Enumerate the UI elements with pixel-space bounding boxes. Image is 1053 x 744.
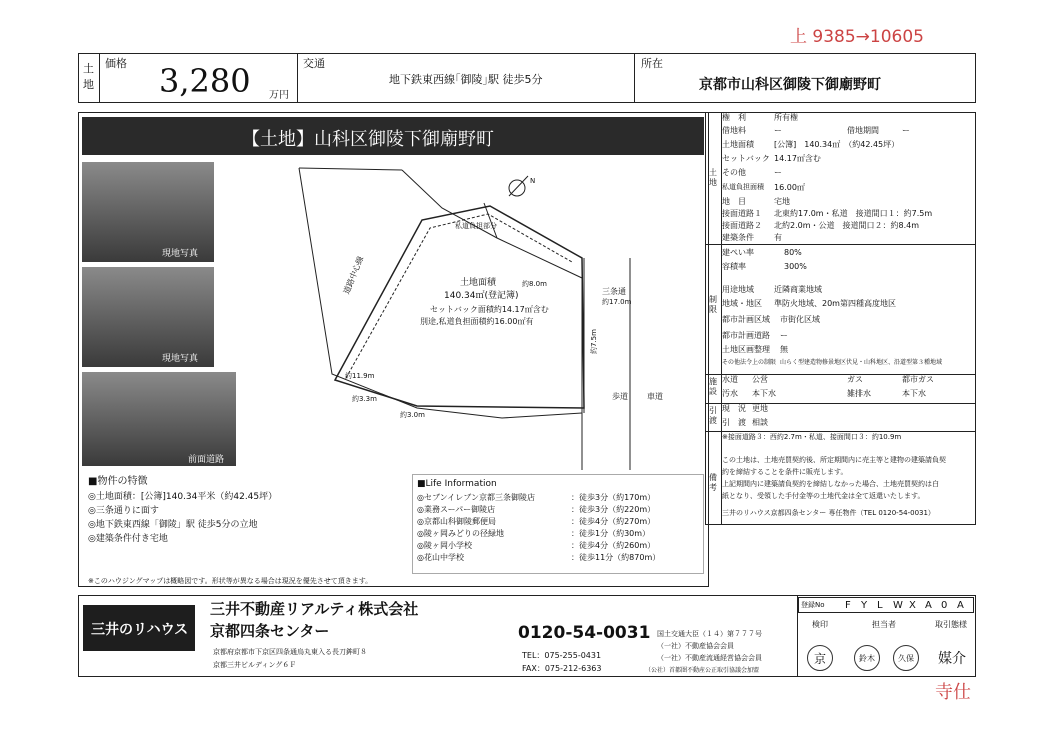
reg-char: F <box>845 600 851 611</box>
staff-label: 担当者 <box>872 620 896 629</box>
life-item-name: ◎業務スーパー御陵店 <box>417 505 496 514</box>
spec-row <box>722 331 788 343</box>
dim-right: 約7.5m <box>590 329 598 354</box>
staff-stamp-2: 久保 <box>893 645 919 671</box>
association-2: （一社）不動産流通経営協会会員 <box>657 654 762 662</box>
spec-key: 都市計画区域 <box>722 315 770 324</box>
facility-value: 公営 <box>752 375 768 384</box>
facility-value: 都市ガス <box>902 375 934 384</box>
banner-title: 【土地】山科区御陵下御廟野町 <box>242 129 494 150</box>
photo-site-2 <box>82 267 214 367</box>
spec-value: 近隣商業地域 <box>774 285 822 294</box>
header-box <box>78 53 976 103</box>
specs-side-facility: 施設 <box>709 377 717 396</box>
spec-row <box>722 168 782 180</box>
facility-value: 本下水 <box>752 389 776 398</box>
company-name: 三井不動産リアルティ株式会社 <box>210 600 419 618</box>
life-item-dist: ：徒歩4分（約260m） <box>571 541 656 550</box>
deal-type-value: 媒介 <box>938 651 966 667</box>
location-value: 京都市山科区御陵下御廟野町 <box>699 77 881 93</box>
dim-left-2: 約3.3m <box>352 395 377 403</box>
feature-item: ◎三条通りに面す <box>88 506 159 516</box>
spec-row <box>722 248 802 260</box>
address-line-2: 京都三井ビルディング６Ｆ <box>213 661 297 669</box>
life-item-dist: ：徒歩11分（約870m） <box>571 553 661 562</box>
spec-row <box>722 183 805 195</box>
private-road-label: 私道負担部分 <box>455 222 497 230</box>
association-3: （公社）首都圏不動産公正取引協議会加盟 <box>645 667 760 674</box>
address-line-1: 京都府京都市下京区四条通烏丸東入る長刀鉾町８ <box>213 648 367 656</box>
spec-value: 北約2.0m・公道 接道間口２：約8.4m <box>774 221 920 230</box>
spec-key: 土地面積 <box>722 140 754 149</box>
road-name: 三条通 <box>602 287 626 296</box>
remark-line: 三井のリハウス京都四条センター 専任物件（TEL 0120-54-0031） <box>722 509 935 517</box>
spec-key: 借地料 <box>722 126 746 135</box>
phone-number[interactable]: 0120-54-0031 <box>518 623 651 643</box>
reg-char: A <box>925 600 932 611</box>
map-disclaimer: ※このハウジングマップは概略図です。形状等が異なる場合は現況を優先させて頂きます。 <box>88 577 373 585</box>
photo-caption: 前面道路 <box>188 455 225 465</box>
handwritten-note: 上 9385→10605 <box>790 27 924 47</box>
specs-side-handover: 引渡 <box>709 406 717 425</box>
spec-key: 建ぺい率 <box>722 248 754 257</box>
handover-row <box>722 418 768 430</box>
spec-row <box>722 221 920 233</box>
spec-value: 山らく型建造物修景地区伏見・山科地区、沿道型第３種地域 <box>780 359 943 366</box>
association-1: （一社）不動産協会会員 <box>657 642 734 650</box>
spec-key: 土地区画整理 <box>722 345 770 354</box>
remark-line: この土地は、土地売買契約後、所定期間内に売主等と建物の建築請負契 <box>722 456 946 464</box>
handover-value: 更地 <box>752 404 768 413</box>
map-area-title: 土地面積 <box>460 278 497 288</box>
spec-row <box>722 233 782 245</box>
spec-key: セットバック <box>722 154 770 163</box>
handwritten-initials: 寺仕 <box>935 682 971 703</box>
road-width: 約17.0m <box>602 298 632 306</box>
spec-key: 私道負担面積 <box>722 183 764 191</box>
spec-value: 準防火地域、20m第四種高度地区 <box>774 299 896 308</box>
facility-key: 汚水 <box>722 389 738 398</box>
branch-name: 京都四条センター <box>210 622 330 640</box>
reg-char: 0 <box>941 600 948 611</box>
spec-key: 容積率 <box>722 262 746 271</box>
handover-key: 引 渡 <box>722 418 746 427</box>
map-setback-text: セットバック面積約14.17㎡含む <box>430 305 549 314</box>
photo-front-road <box>82 372 236 466</box>
life-info-section <box>412 474 704 574</box>
remark-line: ※接面道路３：西約2.7m・私道、接面間口３：約10.9m <box>722 433 902 441</box>
facility-value: 本下水 <box>902 389 926 398</box>
deal-type-label: 取引態様 <box>935 620 967 629</box>
spec-value: 所有権 <box>774 113 798 122</box>
tel-number: TEL：075-255-0431 <box>522 651 602 660</box>
spec-key: 地域・地区 <box>722 299 762 308</box>
location-label: 所在 <box>641 57 663 70</box>
spec-row <box>722 285 822 297</box>
photo-caption: 現地写真 <box>162 354 199 364</box>
spec-key: 接面道路１ <box>722 209 762 218</box>
spec-row <box>722 113 798 125</box>
check-label: 検印 <box>812 620 828 629</box>
transport-value: 地下鉄東西線｢御陵｣駅 徒歩5分 <box>389 73 543 86</box>
features-title: ■物件の特徴 <box>88 476 148 487</box>
life-item-dist: ：徒歩4分（約270m） <box>571 517 656 526</box>
dim-bottom: 約3.0m <box>400 411 425 419</box>
spec-value: [公簿] 140.34㎡ （約42.45坪） <box>774 140 900 149</box>
feature-item: ◎建築条件付き宅地 <box>88 534 168 544</box>
spec-value: 有 <box>774 233 782 242</box>
spec-value: 300% <box>784 262 807 271</box>
reg-char: X <box>909 600 916 611</box>
land-label: 土地 <box>83 62 94 91</box>
price-value: 3,280 <box>159 62 251 100</box>
brand-name: 三井のリハウス <box>91 622 189 638</box>
dim-left-1: 約11.9m <box>345 372 375 380</box>
spec-row <box>722 197 790 209</box>
spec-key: 都市計画道路 <box>722 331 770 340</box>
spec-value: 無 <box>780 345 788 354</box>
spec-key: 用途地域 <box>722 285 754 294</box>
life-item-name: ◎陵ヶ岡小学校 <box>417 541 472 550</box>
registration-label: 登録No <box>801 601 825 609</box>
spec-row <box>722 359 942 371</box>
spec-key: 権 利 <box>722 113 746 122</box>
life-item-name: ◎京都山科御陵郵便局 <box>417 517 496 526</box>
spec-key: 接面道路２ <box>722 221 762 230</box>
map-area-value: 140.34㎡(登記簿) <box>444 291 519 301</box>
spec-key: その他法令上の制限 <box>722 359 777 366</box>
life-item-dist: ：徒歩1分（約30m） <box>571 529 651 538</box>
spec-value: 宅地 <box>774 197 790 206</box>
spec-row <box>722 209 933 221</box>
specs-side-land: 土地 <box>709 168 717 187</box>
life-item-name: ◎花山中学校 <box>417 553 464 562</box>
remark-line: 紙となり、受領した手付金等の土地代金は全て返還いたします。 <box>722 492 925 500</box>
life-info-title: ■Life Information <box>417 479 497 489</box>
spec-row <box>722 315 820 327</box>
road-centerline-label: 道路中心線 <box>342 254 366 296</box>
features-section <box>88 476 277 545</box>
handover-row <box>722 404 768 416</box>
title-banner <box>82 117 704 155</box>
spec-row <box>722 154 821 166</box>
spec-row <box>722 345 788 357</box>
spec-value: ー <box>902 126 910 135</box>
spec-row <box>722 126 910 138</box>
remarks-block <box>722 433 946 518</box>
spec-row <box>722 140 900 152</box>
spec-value: ー <box>780 331 788 340</box>
facility-key: 水道 <box>722 375 738 384</box>
spec-value: ー <box>774 126 782 135</box>
license-number: 国土交通大臣（１４）第７７７号 <box>657 630 762 638</box>
photo-site-1 <box>82 162 214 262</box>
feature-item: ◎地下鉄東西線「御陵」駅 徒歩5分の立地 <box>88 520 258 530</box>
facility-row <box>722 389 926 401</box>
check-stamp: 京 <box>807 645 833 671</box>
price-unit: 万円 <box>269 90 289 101</box>
remark-line: 上記期間内に建築請負契約を締結しなかった場合、土地売買契約は白 <box>722 480 939 488</box>
life-item-name: ◎セブンイレブン京都三条御陵店 <box>417 493 535 502</box>
spec-row <box>722 299 896 311</box>
life-item-dist: ：徒歩3分（約220m） <box>571 505 656 514</box>
handover-value: 相談 <box>752 418 768 427</box>
sidewalk-label: 歩道 <box>612 392 628 401</box>
specs-side-remarks: 備考 <box>709 473 717 492</box>
facility-row <box>722 375 934 387</box>
fax-number: FAX：075-212-6363 <box>522 664 602 673</box>
facility-key: ガス <box>847 375 863 384</box>
roadway-label: 車道 <box>647 392 663 401</box>
spec-key: 地 目 <box>722 197 746 206</box>
spec-key: 建築条件 <box>722 233 754 242</box>
facility-key: 雑排水 <box>847 389 871 398</box>
transport-label: 交通 <box>303 57 325 70</box>
specs-side-restriction: 制限 <box>709 295 717 314</box>
dim-top: 約8.0m <box>522 280 547 288</box>
spec-value: 80% <box>784 248 802 257</box>
handover-key: 現 況 <box>722 404 746 413</box>
price-label: 価格 <box>105 57 127 70</box>
spec-row <box>722 262 807 274</box>
map-top-edge <box>299 168 402 170</box>
north-arrow <box>509 176 528 196</box>
spec-value: 市街化区域 <box>780 315 820 324</box>
feature-item: ◎土地面積：[公簿]140.34平米（約42.45坪） <box>88 492 278 502</box>
map-private-road-text: 別途,私道負担面積約16.00㎡有 <box>420 317 534 326</box>
life-item-name: ◎陵ヶ岡みどりの径緑地 <box>417 529 504 538</box>
registration-box <box>798 597 974 613</box>
reg-char: Y <box>861 600 868 611</box>
life-item-dist: ：徒歩3分（約170m） <box>571 493 656 502</box>
map-outer-boundary <box>299 168 582 418</box>
spec-key: その他 <box>722 168 746 177</box>
remark-line: 約を締結することを条件に販売します。 <box>722 468 848 476</box>
spec-value: 14.17㎡含む <box>774 154 821 163</box>
spec-value: ー <box>774 168 782 177</box>
north-label: N <box>530 177 536 185</box>
staff-stamp-1: 鈴木 <box>854 645 880 671</box>
spec-value: 北東約17.0m・私道 接道間口１：約7.5m <box>774 209 933 218</box>
rehouse-logo <box>83 605 195 651</box>
reg-char: W <box>893 600 903 611</box>
spec-value: 16.00㎡ <box>774 183 805 192</box>
reg-char: L <box>877 600 883 611</box>
reg-char: A <box>957 600 964 611</box>
photo-caption: 現地写真 <box>162 249 199 259</box>
spec-key: 借地期間 <box>847 126 879 135</box>
